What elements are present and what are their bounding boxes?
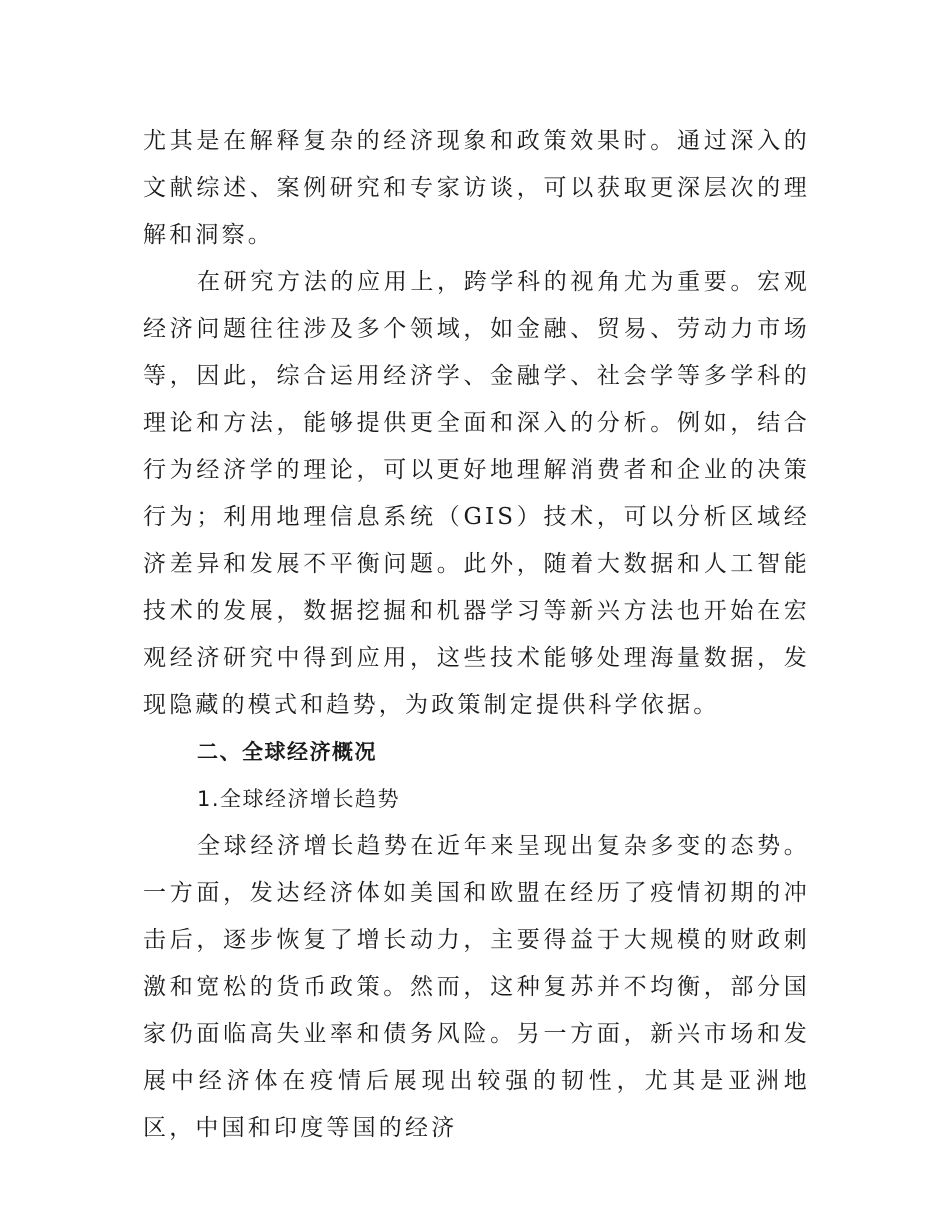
body-paragraph-continued: 尤其是在解释复杂的经济现象和政策效果时。通过深入的文献综述、案例研究和专家访谈，可以获取更深层次的理解和洞察。 xyxy=(143,128,810,248)
body-paragraph-research-methods: 在研究方法的应用上，跨学科的视角尤为重要。宏观经济问题往往涉及多个领域，如金融、贸易、劳动力市场等，因此，综合运用经济学、金融学、社会学等多学科的理论和方法，能够提供更全面和深入的分析。例如，结合行为经济学的理论，可以更好地理解消费者和企业的决策行为；利用地理信息系统（GIS）技术，可以分析区域经济差异和发展不平衡问题。此外，随着大数据和人工智能技术的发展，数据挖掘和机器学习等新兴方法也开始在宏观经济研究中得到应用，这些技术能够处理海量数据，发现隐藏的模式和趋势，为政策制定提供科学依据。 xyxy=(143,269,810,718)
subsection-heading: 1.全球经济增长趋势 xyxy=(197,787,401,811)
body-paragraph-growth-trend: 全球经济增长趋势在近年来呈现出复杂多变的态势。一方面，发达经济体如美国和欧盟在经历了疫情初期的冲击后，逐步恢复了增长动力，主要得益于大规模的财政刺激和宽松的货币政策。然而，这种复苏并不均衡，部分国家仍面临高失业率和债务风险。另一方面，新兴市场和发展中经济体在疫情后展现出较强的韧性，尤其是亚洲地区，中国和印度等国的经济 xyxy=(143,833,810,1141)
section-heading: 二、全球经济概况 xyxy=(197,740,377,764)
document-page xyxy=(143,118,810,1152)
